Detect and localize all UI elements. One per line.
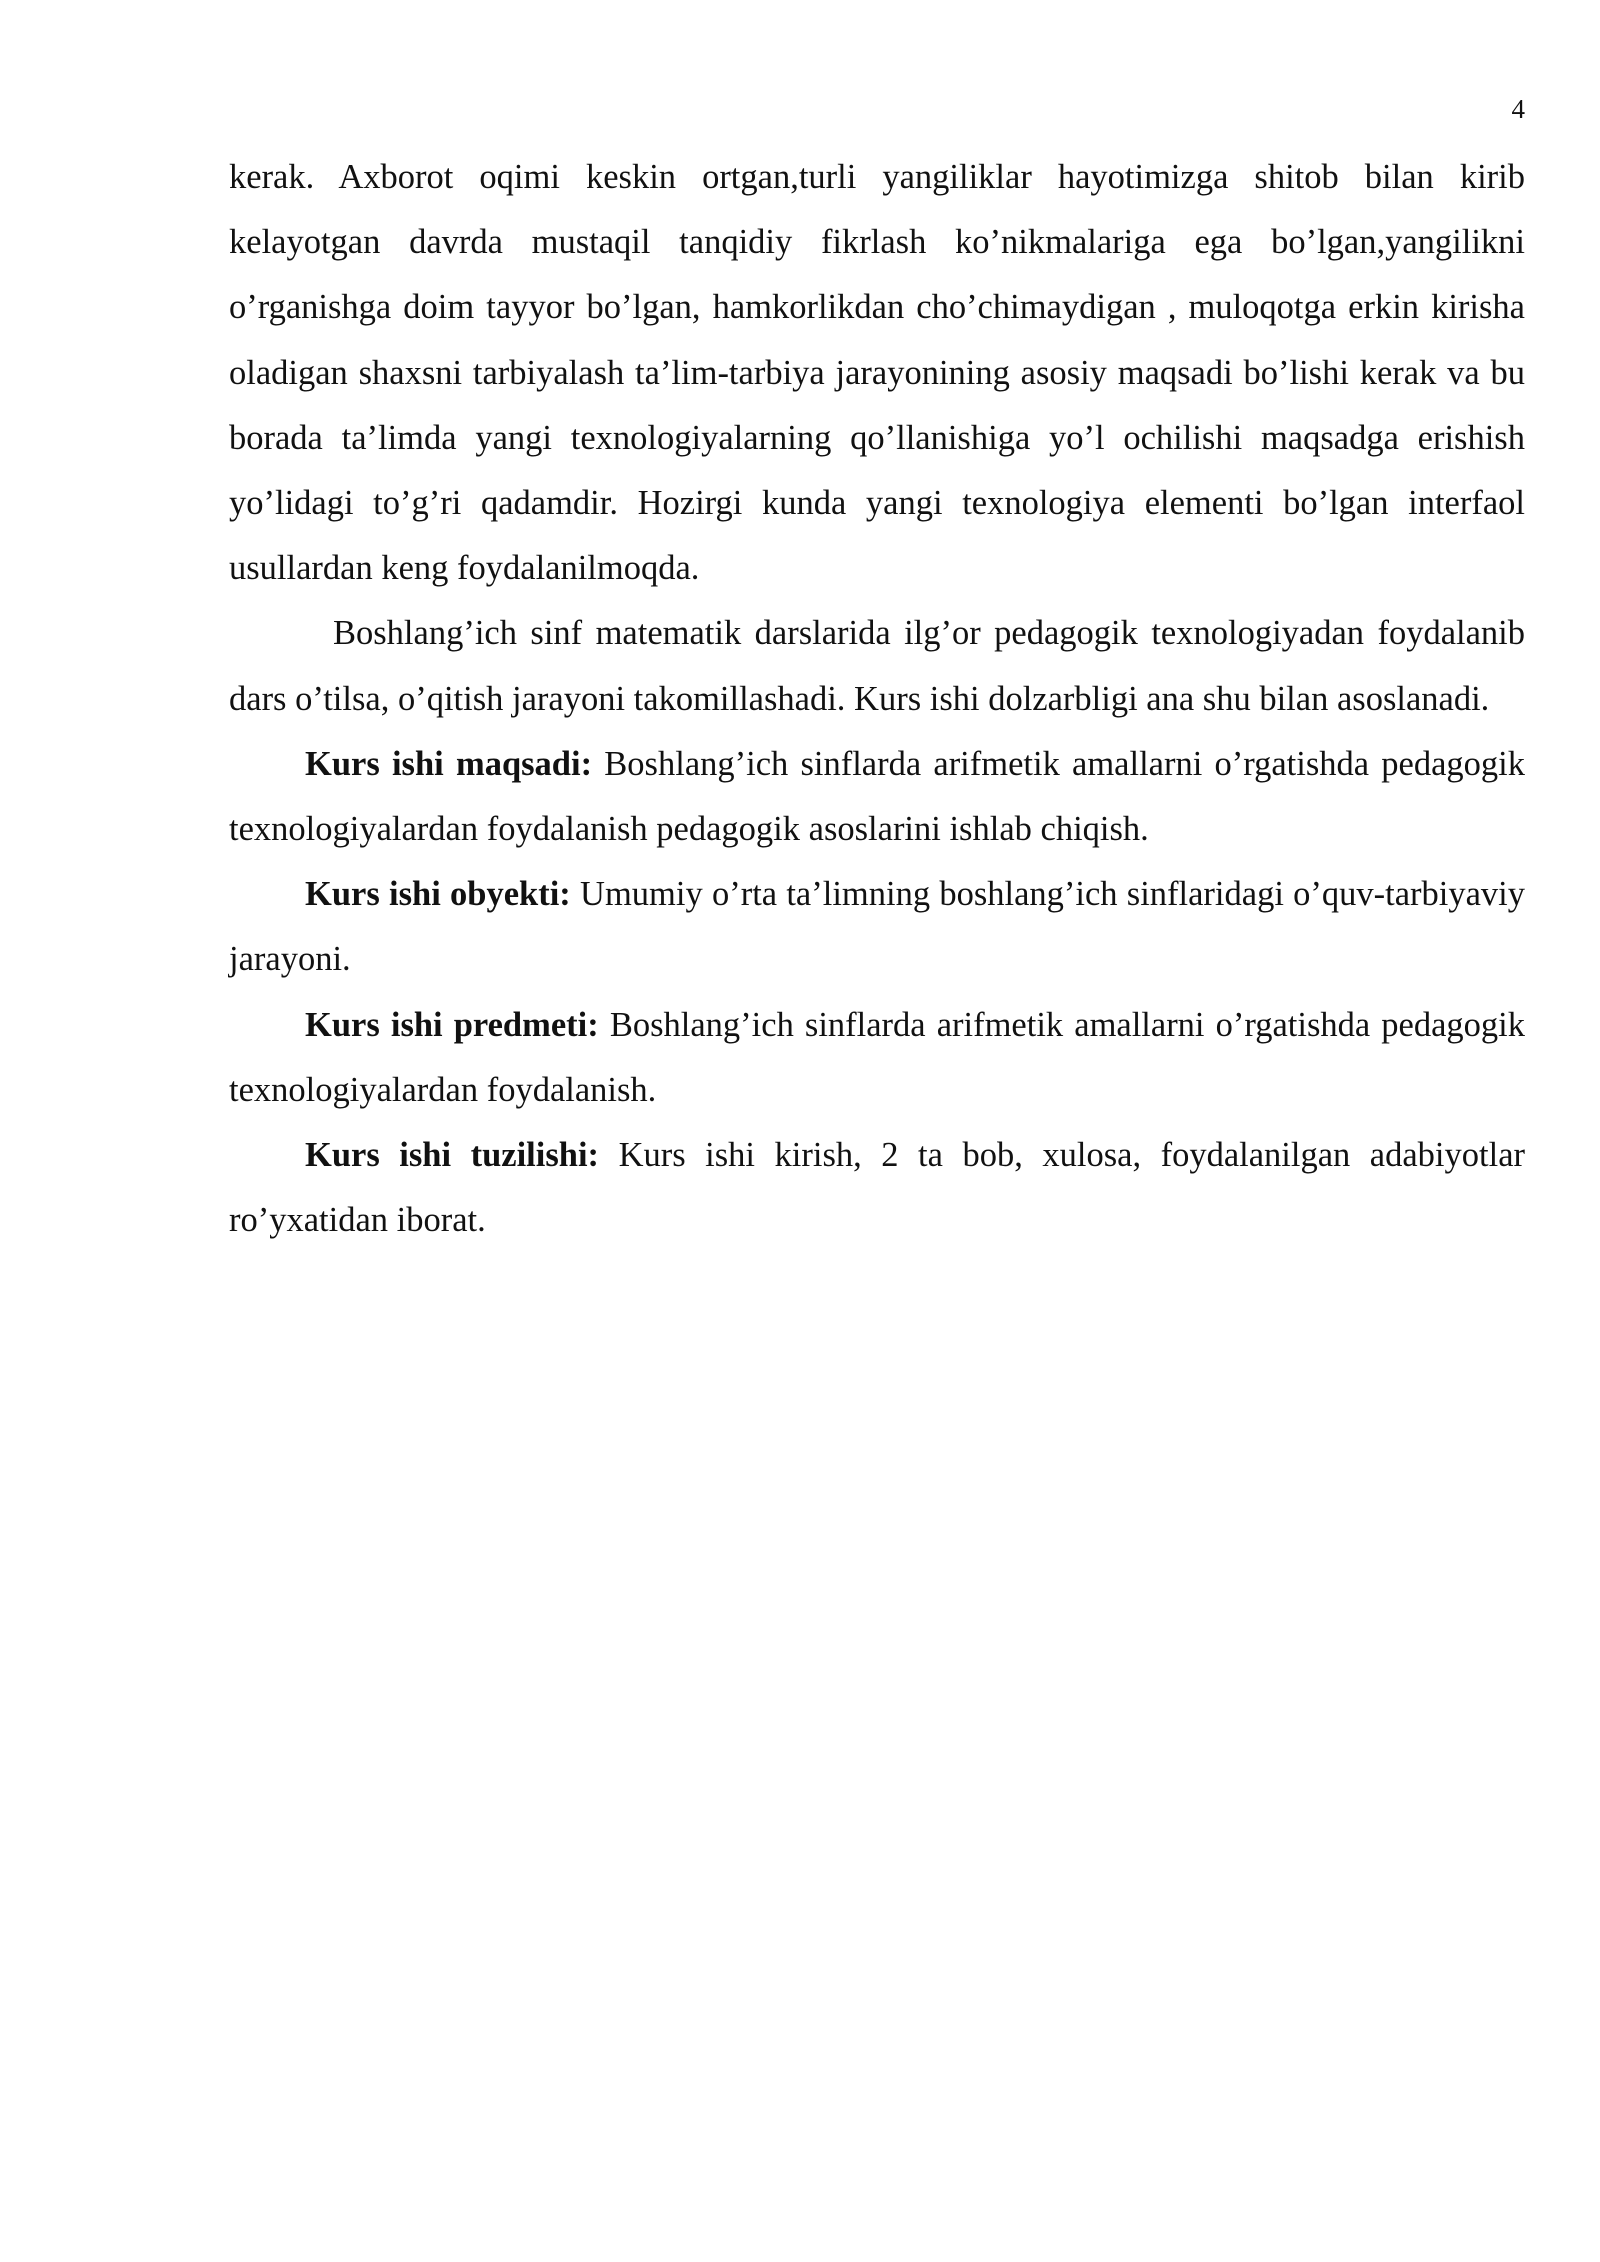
object-text: Umumiy o’rta ta’limning boshlang’ich sinflaridagi o’quv-tarbiyaviy jarayoni. — [229, 875, 1525, 979]
page-number: 4 — [1511, 94, 1525, 124]
paragraph-goal — [229, 732, 1525, 862]
goal-term: Kurs ishi maqsadi: — [305, 744, 593, 783]
structure-term: Kurs ishi tuzilishi: — [305, 1136, 600, 1175]
paragraph-object — [229, 862, 1525, 992]
subject-term: Kurs ishi predmeti: — [305, 1005, 599, 1044]
subject-text: Boshlang’ich sinflarda arifmetik amallarni o’rgatishda pedagogik texnologiyalardan foydalanish. — [229, 1005, 1526, 1109]
page-body — [229, 145, 1525, 1253]
paragraph-intro: kerak. Axborot oqimi keskin ortgan,turli yangiliklar hayotimizga shitob bilan kirib kelayotgan davrda mustaqil tanqidiy fikrlash ko’nikmalariga ega bo’lgan,yangilikni o’rganishga doim tayyor bo’lgan, hamkorlikdan cho’chimaydigan , muloqotga erkin kirisha oladigan shaxsni tarbiyalash ta’lim-tarbiya jarayonining asosiy maqsadi bo’lishi kerak va bu borada ta’limda yangi texnologiyalarning qo’llanishiga yo’l ochilishi maqsadga erishish yo’lidagi to’g’ri qadamdir. Hozirgi kunda yangi texnologiya elementi bo’lgan interfaol usullardan keng foydalanilmoqda. — [229, 158, 1525, 588]
paragraph-relevance: Boshlang’ich sinf matematik darslarida ilg’or pedagogik texnologiyadan foydalanib dars o’tilsa, o’qitish jarayoni takomillashadi. Kurs ishi dolzarbligi ana shu bilan asoslanadi. — [229, 614, 1525, 718]
paragraph-subject — [229, 993, 1525, 1123]
paragraph-structure — [229, 1123, 1525, 1253]
object-term: Kurs ishi obyekti: — [305, 875, 571, 914]
structure-text: Kurs ishi kirish, 2 ta bob, xulosa, foydalanilgan adabiyotlar ro’yxatidan iborat. — [229, 1136, 1525, 1240]
goal-text: Boshlang’ich sinflarda arifmetik amallarni o’rgatishda pedagogik texnologiyalardan foydalanish pedagogik asoslarini ishlab chiqish. — [229, 744, 1526, 849]
